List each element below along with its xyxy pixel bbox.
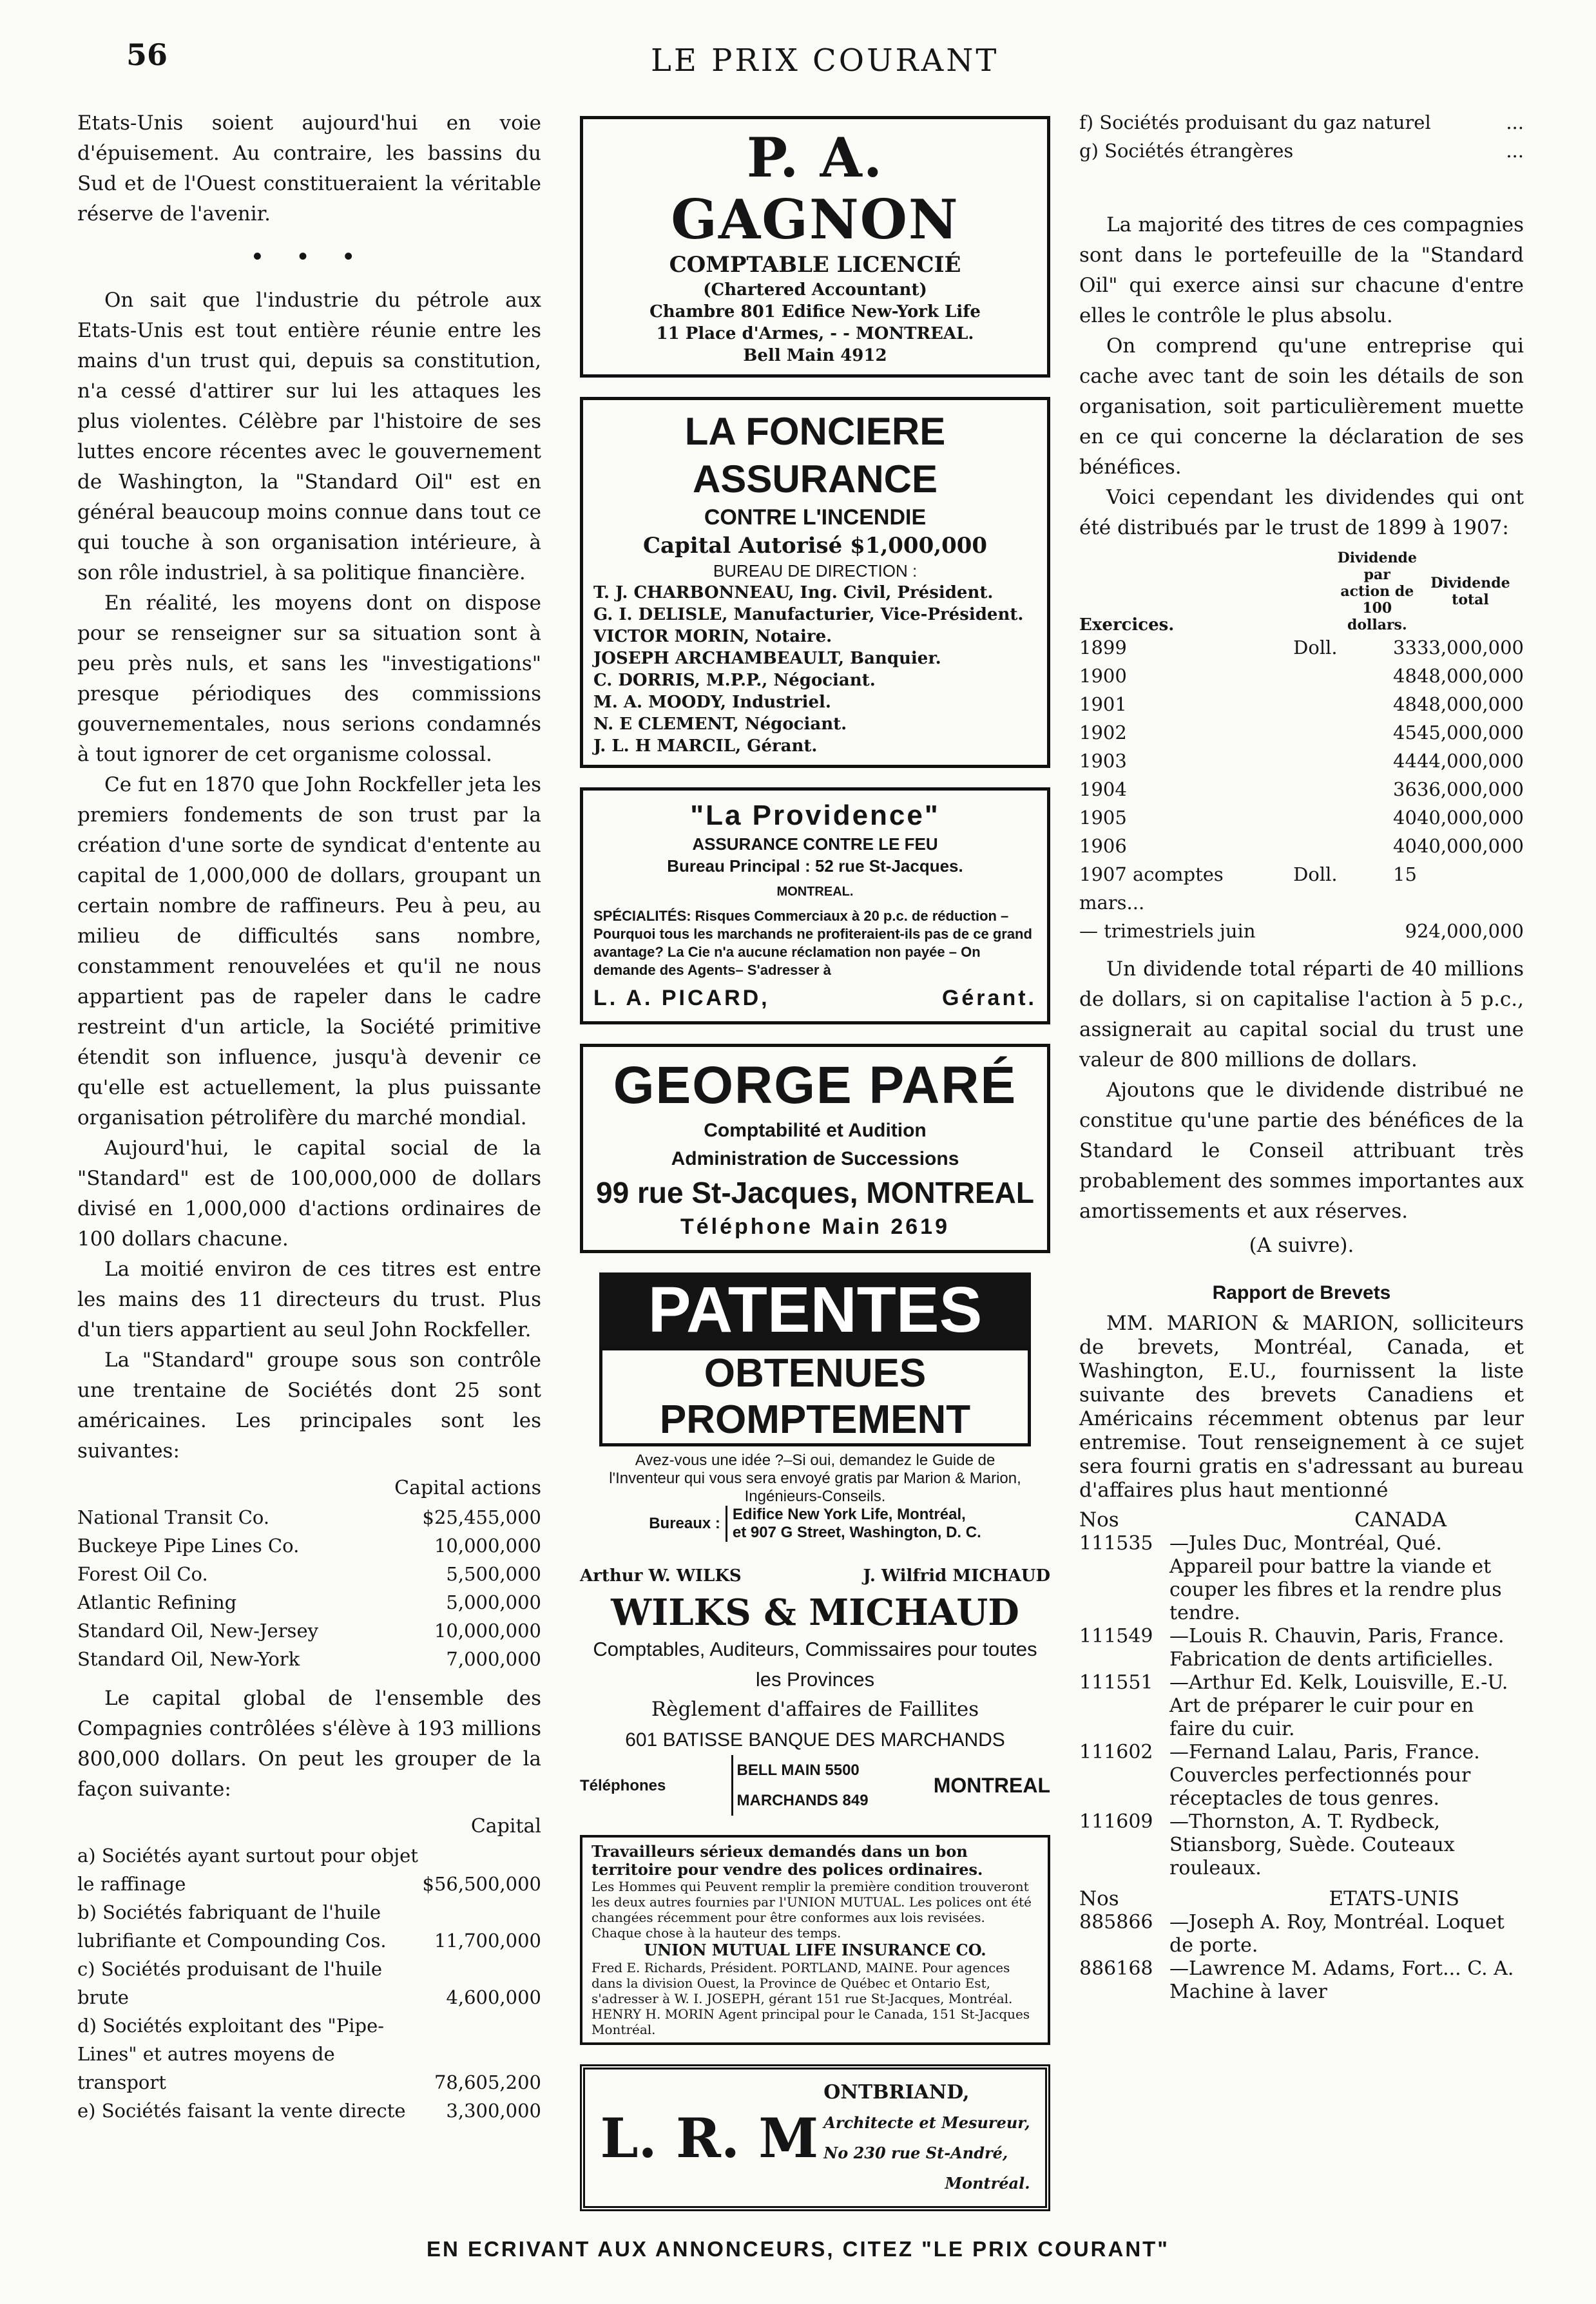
table-header: Capital [470,1815,541,1838]
group-capital: ... [1506,140,1524,162]
ad-board-member: N. E CLEMENT, Négociant. [593,715,847,734]
canada-heading: CANADA [1354,1508,1447,1531]
div-per-share: 40 [1393,807,1417,829]
ad-address: 99 rue St-Jacques, MONTREAL [596,1176,1034,1209]
div-total: 45,000,000 [1416,722,1524,744]
div-per-share: 9 [1405,920,1417,942]
div-total [1417,860,1524,917]
div-unit [1293,775,1337,803]
group-name: f) Sociétés produisant du gaz naturel [1079,111,1431,133]
div-per-share: 40 [1393,835,1417,857]
paragraph: MM. MARION & MARION, solliciteurs de brevets, Montréal, Canada, et Washington, E.U., fournissent la liste suivante des brevets Canadiens et Américains récemment obtenus par leur entremise. Tout renseignement à ce sujet sera fourni gratis en s'adressant au bureau d'affaires plus haut mentionné [1079,1312,1524,1502]
patent-row [1079,1911,1524,1957]
patent-text: —Jules Duc, Montréal, Qué. Appareil pour battre la viande et couper les fibres et la rendre plus tendre. [1169,1532,1502,1624]
table-row [1079,137,1524,165]
table-header: Capital actions [394,1477,541,1499]
ad-title: GEORGE PARÉ [613,1056,1017,1115]
div-total: 40,000,000 [1416,835,1524,857]
col-header: Dividende par action de 100 dollars. [1337,550,1417,633]
col-header: Dividende total [1430,575,1510,608]
ad-address: No 230 rue St-André, [823,2144,1008,2162]
table-row [1079,108,1524,137]
group-capital: ... [1506,111,1524,133]
div-year: 1900 [1079,665,1127,687]
ad-title: "La Providence" [690,800,940,831]
div-year: — trimestriels juin [1079,920,1256,942]
table-row [77,1588,541,1617]
ad-title: PATENTES [599,1272,1031,1347]
patent-row [1079,1810,1524,1880]
nos-label: Nos [1079,1887,1119,1910]
ad-person: J. Wilfrid MICHAUD [863,1566,1050,1586]
canada-patents [1079,1532,1524,1880]
div-per-share: 33 [1393,637,1417,658]
group-name: b) Sociétés fabriquant de l'huile lubrifiante et Compounding Cos. [77,1901,387,1952]
ad-board-label: BUREAU DE DIRECTION : [713,561,918,581]
div-year: 1899 [1079,637,1127,658]
div-unit [1293,690,1337,718]
ad-phone: Téléphone Main 2619 [680,1214,950,1239]
table-row [77,2011,541,2097]
ad-board-member: VICTOR MORIN, Notaire. [593,627,832,646]
paragraph: Le capital global de l'ensemble des Compagnies contrôlées s'élève à 193 millions 800,000 dollars. On peut les grouper de la façon suivante: [77,1687,541,1801]
group-capital: $56,500,000 [422,1873,541,1895]
div-year: 1902 [1079,722,1127,744]
ad-manager-role: Gérant. [941,986,1037,1010]
running-head: LE PRIX COURANT [651,43,999,79]
group-name: e) Sociétés faisant la vente directe [77,2100,406,2122]
company-name: Forest Oil Co. [77,1563,208,1585]
groups-table-cont [1079,108,1524,165]
table-row [1079,917,1524,945]
ad-address: et 907 G Street, Washington, D. C. [732,1524,981,1541]
div-total: 48,000,000 [1416,665,1524,687]
group-capital: 78,605,200 [434,2071,541,2093]
ad-line: Comptabilité et Audition [704,1120,927,1141]
ad-patentes [599,1272,1031,1542]
page-number: 56 [126,37,168,72]
ad-heading: Travailleurs sérieux demandés dans un bon territoire pour vendre des polices ordinaires. [591,1842,983,1879]
ad-city: Montréal. [945,2174,1030,2193]
ad-phone: Bell Main 4912 [743,346,887,365]
col-header: Exercices. [1079,615,1175,635]
div-unit [1293,832,1337,860]
company-capital: 7,000,000 [446,1648,541,1670]
company-name: Standard Oil, New-York [77,1648,300,1670]
paragraph: La majorité des titres de ces compagnies sont dans le portefeuille de la "Standard Oil" qui exerce ainsi sur chacune d'entre elles le contrôle le plus absolu. [1079,213,1524,327]
left-column [77,108,541,2125]
table-row [77,1841,541,1898]
ad-providence [580,787,1050,1024]
div-year: 1906 [1079,835,1127,857]
ad-union-mutual [580,1835,1050,2045]
div-per-share: 44 [1393,750,1417,772]
ad-address: 11 Place d'Armes, - - MONTREAL. [656,324,974,343]
company-capital: 5,000,000 [446,1591,541,1613]
table-row [77,2097,541,2125]
patent-text: —Fernand Lalau, Paris, France. Couvercles perfectionnés pour réceptacles de tous genres. [1169,1741,1480,1810]
group-capital: 4,600,000 [446,1986,541,2008]
ad-title: LA FONCIERE ASSURANCE [684,410,946,501]
patent-row [1079,1671,1524,1741]
div-total: 44,000,000 [1416,750,1524,772]
group-name: g) Sociétés étrangères [1079,140,1294,162]
ad-title: WILKS & MICHAUD [611,1591,1019,1634]
div-unit: Doll. [1293,637,1338,658]
paragraph: Etats-Unis soient aujourd'hui en voie d'épuisement. Au contraire, les bassins du Sud et de l'Ouest constitueraient la véritable réserve de l'avenir. [77,111,541,226]
table-row [77,1955,541,2011]
group-capital: 3,300,000 [446,2100,541,2122]
ad-text: Fred E. Richards, Président. PORTLAND, MAINE. Pour agences dans la division Ouest, la Province de Québec et Ontario Est, s'adresser à W. I. JOSEPH, gérant 151 rue St-Jacques, Montréal. HENRY H. MORIN Agent principal pour le Canada, 151 St-Jacques Montréal. [591,1960,1030,2037]
table-row [77,1617,541,1645]
group-name: c) Sociétés produisant de l'huile brute [77,1958,383,2008]
table-row [1079,747,1524,775]
patent-text: —Louis R. Chauvin, Paris, France. Fabrication de dents artificielles. [1169,1625,1505,1671]
ad-subtitle: ASSURANCE CONTRE LE FEU [692,834,938,854]
paragraph: On comprend qu'une entreprise qui cache avec tant de soin les détails de son organisation, soit particulièrement muette en ce qui concerne la déclaration de ses bénéfices. [1079,334,1524,479]
table-row [77,1531,541,1560]
company-name: Standard Oil, New-Jersey [77,1620,318,1642]
patent-text: —Arthur Ed. Kelk, Louisville, E.-U. Art de préparer le cuir pour en faire du cuir. [1169,1671,1508,1740]
ad-gagnon [580,116,1050,378]
ad-label: Bureaux : [649,1515,720,1532]
to-be-continued: (A suivre). [1249,1234,1354,1257]
page-footer: EN ECRIVANT AUX ANNONCEURS, CITEZ "LE PRIX COURANT" [427,2237,1169,2261]
company-name: National Transit Co. [77,1506,270,1528]
ad-text: Avez-vous une idée ?–Si oui, demandez le Guide de l'Inventeur qui vous sera envoyé gratis par Marion & Marion, Ingénieurs-Conseils. [609,1452,1021,1505]
table-row [77,1645,541,1673]
div-year: 1905 [1079,807,1127,829]
patent-number: 885866 [1079,1911,1153,1934]
ad-title: P. A. GAGNON [671,126,959,251]
ad-capital: Capital Autorisé $1,000,000 [642,533,988,559]
section-separator: • • • [251,245,368,269]
usa-heading: ETATS-UNIS [1329,1887,1459,1910]
ad-phone: BELL MAIN 5500 [736,1762,860,1779]
ad-title: ONTBRIAND, [823,2081,970,2104]
ads-column [580,116,1050,2231]
usa-patents [1079,1911,1524,2004]
ad-phone: MARCHANDS 849 [736,1792,869,1809]
patent-number: 111602 [1079,1741,1153,1763]
ad-company: UNION MUTUAL LIFE INSURANCE CO. [644,1941,986,1959]
div-year: 1901 [1079,693,1127,715]
ad-board-member: T. J. CHARBONNEAU, Ing. Civil, Président. [593,583,994,602]
ad-pare [580,1044,1050,1253]
ad-board-member: C. DORRIS, M.P.P., Négociant. [593,671,876,690]
ad-line: Règlement d'affaires de Faillites [651,1698,979,1721]
table-row [77,1898,541,1955]
company-name: Buckeye Pipe Lines Co. [77,1535,300,1557]
company-capital: $25,455,000 [422,1506,541,1528]
group-name: a) Sociétés ayant surtout pour objet le raffinage [77,1845,418,1895]
div-total: 40,000,000 [1416,807,1524,829]
ad-line: Administration de Successions [671,1148,959,1169]
ad-board-member: JOSEPH ARCHAMBEAULT, Banquier. [593,649,941,668]
ad-wilks [580,1561,1050,1816]
div-unit [1293,718,1337,747]
paragraph: Ce fut en 1870 que John Rockfeller jeta les premiers fondements de son trust par la création d'une sorte de syndicat d'entente au capital de 1,000,000 de dollars, groupant un certain nombre de raffineurs. Peu à peu, au milieu de difficultés sans nombre, constamment renouvelées et qu'il ne nous appartient pas de rapeler dans le cadre restreint d'un article, la Société primitive étendit son influence, jusqu'à devenir ce qu'elle est actuellement, la plus puissante organisation pétrolifère du marché mondial. [77,773,541,1129]
div-unit: Doll. [1293,863,1338,885]
ad-line: Comptables, Auditeurs, Commissaires pour toutes les Provinces [593,1638,1037,1691]
table-row [1079,718,1524,747]
div-per-share: 15 [1393,863,1417,885]
patent-number: 111549 [1079,1625,1153,1647]
paragraph: Voici cependant les dividendes qui ont été distribués par le trust de 1899 à 1907: [1079,486,1524,539]
right-column [1079,108,1524,2004]
ad-city: MONTREAL. [776,885,854,899]
patent-number: 886168 [1079,1957,1153,1980]
table-row [1079,633,1524,662]
table-row [77,1503,541,1531]
brevets-title: Rapport de Brevets [1212,1282,1391,1303]
ad-montbriand [580,2064,1050,2211]
paragraph: La "Standard" groupe sous son contrôle une trentaine de Sociétés dont 25 sont américaines. Les principales sont les suivantes: [77,1349,541,1463]
paragraph: Un dividende total réparti de 40 millions de dollars, si on capitalise l'action à 5 p.c., assignerait au capital social du trust une valeur de 800 millions de dollars. [1079,957,1524,1071]
group-name: d) Sociétés exploitant des "Pipe-Lines" et autres moyens de transport [77,2015,385,2093]
table-row [1079,662,1524,690]
patent-text: —Thornston, A. T. Rydbeck, Stiansborg, Suède. Couteaux rouleaux. [1169,1810,1455,1879]
ad-address: 601 BATISSE BANQUE DES MARCHANDS [625,1729,1005,1751]
ad-initials: L. R. M [600,2106,819,2170]
paragraph: La moitié environ de ces titres est entre les mains des 11 directeurs du trust. Plus d'un tiers appartient au seul John Rockfeller. [77,1258,541,1341]
div-total: 36,000,000 [1416,778,1524,800]
ad-subtitle: COMPTABLE LICENCIÉ [669,252,961,278]
company-capital: 10,000,000 [434,1620,541,1642]
div-per-share: 45 [1393,722,1417,744]
table-header-row [1079,550,1524,633]
groups-table [77,1841,541,2125]
div-per-share: 36 [1393,778,1417,800]
paragraph: En réalité, les moyens dont on dispose pour se renseigner sur sa situation sont à peu près nuls, et sans les "investigations" presque périodiques des commissions gouvernementales, nous serions condamnés à tout ignorer de cet organisme colossal. [77,591,541,766]
div-unit [1293,917,1337,945]
div-year: 1907 acomptes mars... [1079,863,1224,914]
div-year: 1903 [1079,750,1127,772]
div-per-share: 48 [1393,665,1417,687]
company-capital: 10,000,000 [434,1535,541,1557]
ad-address: Edifice New York Life, Montréal, [732,1506,966,1523]
patent-row [1079,1741,1524,1810]
paragraph: Aujourd'hui, le capital social de la "Standard" est de 100,000,000 de dollars divisé en 1,000,000 d'actions ordinaires de 100 dollars chacune. [77,1137,541,1251]
div-unit [1293,803,1337,832]
nos-label: Nos [1079,1508,1119,1531]
ad-role: Architecte et Mesureur, [823,2113,1030,2132]
paragraph: On sait que l'industrie du pétrole aux Etats-Unis est tout entière réunie entre les mains d'un trust qui, depuis sa constitution, n'a cessé d'attirer sur lui les attaques les plus violentes. Célèbre par l'histoire de ses luttes encore récentes avec le gouvernement de Washington, la "Standard Oil" est en général beaucoup moins connue dans tout ce qui touche à son organisation intérieure, à son rôle industriel, à sa politique financière. [77,289,541,584]
group-capital: 11,700,000 [434,1930,541,1952]
patent-number: 111551 [1079,1671,1153,1694]
ad-text: Les Hommes qui Peuvent remplir la première condition trouveront les deux autres fournies par l'UNION MUTUAL. Les polices ont été changées récemment pour être conformes aux lois revisées. Chaque chose à la hauteur des temps. [591,1879,1032,1941]
table-row [1079,775,1524,803]
table-row [1079,832,1524,860]
ad-label: Téléphones [580,1776,666,1794]
patent-row [1079,1625,1524,1671]
ad-city: MONTREAL [933,1773,1050,1797]
ad-manager: L. A. PICARD, [593,986,770,1010]
ad-person: Arthur W. WILKS [580,1566,742,1586]
div-year: 1904 [1079,778,1127,800]
patent-text: —Lawrence M. Adams, Fort... C. A. Machine à laver [1169,1957,1514,2003]
patent-text: —Joseph A. Roy, Montréal. Loquet de porte. [1169,1911,1505,1957]
div-total: 24,000,000 [1416,920,1524,942]
company-capital: 5,500,000 [446,1563,541,1585]
ad-board-member: M. A. MOODY, Industriel. [593,693,831,712]
patent-row [1079,1532,1524,1625]
table-row [77,1560,541,1588]
dividends-table [1079,550,1524,945]
ad-address: Bureau Principal : 52 rue St-Jacques. [667,856,963,876]
table-row [1079,803,1524,832]
div-total: 48,000,000 [1416,693,1524,715]
ad-subtitle: (Chartered Accountant) [703,280,927,300]
div-unit [1293,662,1337,690]
ad-board-member: G. I. DELISLE, Manufacturier, Vice-Président. [593,605,1024,624]
table-row [1079,860,1524,917]
table-row [1079,690,1524,718]
div-unit [1293,747,1337,775]
ad-subtitle: CONTRE L'INCENDIE [704,505,927,530]
ad-text: SPÉCIALITÉS: Risques Commerciaux à 20 p.c. de réduction – Pourquoi tous les marchands ne profiteraient-ils pas de ce grand avantage? La Cie n'a aucune réclamation non payée – On demande des Agents– S'adresser à [593,908,1032,978]
ad-board-member: J. L. H MARCIL, Gérant. [593,736,818,756]
company-name: Atlantic Refining [77,1591,237,1613]
div-per-share: 48 [1393,693,1417,715]
ad-subtitle: OBTENUES PROMPTEMENT [599,1347,1031,1446]
paragraph: Ajoutons que le dividende distribué ne constitue qu'une partie des bénéfices de la Standard le Conseil attribuant très probablement des sommes importantes aux amortissements et aux réserves. [1079,1079,1524,1223]
patent-row [1079,1957,1524,2004]
ad-address: Chambre 801 Edifice New-York Life [649,302,981,322]
ad-fonciere [580,397,1050,768]
patent-number: 111609 [1079,1810,1153,1833]
companies-table [77,1503,541,1673]
div-total: 33,000,000 [1416,637,1524,658]
patent-number: 111535 [1079,1532,1153,1555]
